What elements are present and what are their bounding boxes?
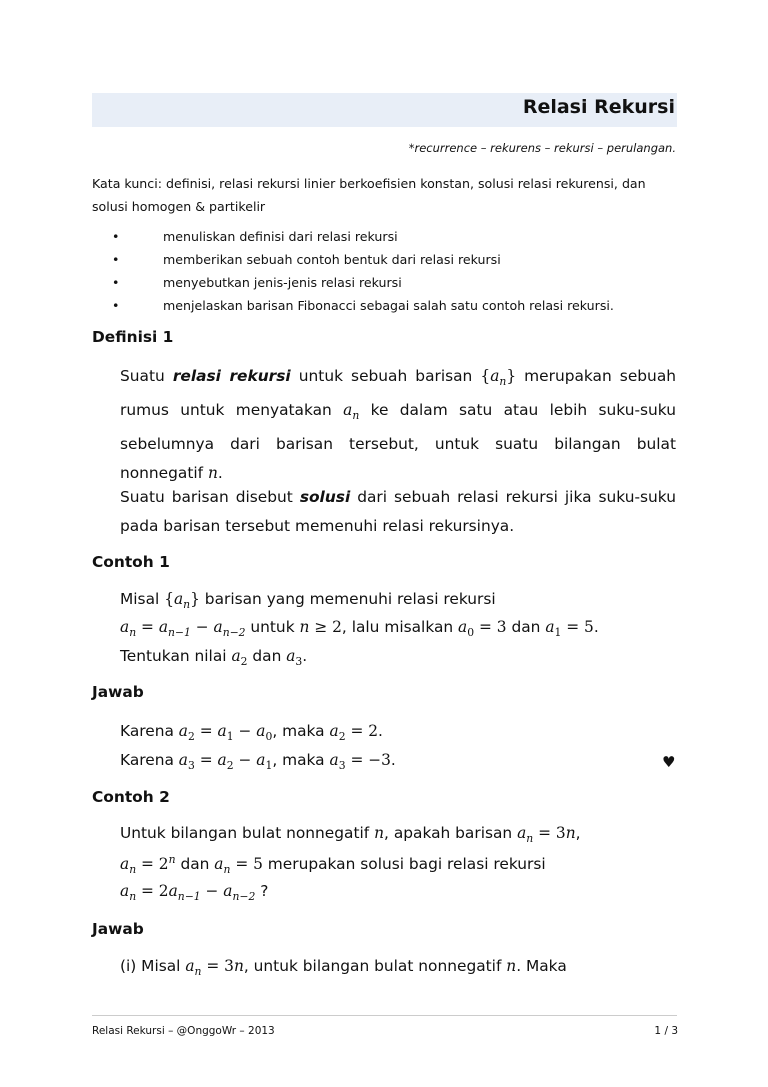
example-2-line-1: Untuk bilangan bulat nonnegatif n, apakah barisan $a_n = 3n$,	[120, 824, 581, 846]
definition-paragraph-2: Suatu barisan disebut solusi dari sebuah relasi rekursi jika suku-suku pada barisan tersebut memenuhi relasi rekursinya.	[120, 488, 676, 535]
bullet-icon: •	[112, 229, 120, 244]
answer-1-line-2: Karena $a_3 = a_2 - a_1$, maka $a_3 = -3$.	[120, 751, 396, 773]
answer-1-line-1: Karena $a_2 = a_1 - a_0$, maka $a_2 = 2$.	[120, 722, 383, 744]
answer-2-line-1: (i) Misal $a_n = 3n$, untuk bilangan bulat nonnegatif n. Maka	[120, 957, 567, 979]
term-solusi: solusi	[299, 488, 351, 506]
example-1-line-2: $a_n = a_{n-1} - a_{n-2}$ untuk n ≥ 2, lalu misalkan $a_0 = 3$ dan $a_1 = 5$.	[120, 618, 599, 640]
list-item: • menuliskan definisi dari relasi rekursi	[112, 229, 398, 244]
example-2-line-3: $a_n = 2a_{n-1} - a_{n-2}$ ?	[120, 882, 269, 904]
example-1-heading: Contoh 1	[92, 553, 170, 571]
bullet-icon: •	[112, 298, 120, 313]
heart-icon: ♥	[662, 753, 676, 771]
objectives-list	[92, 227, 692, 319]
page-number: 1 / 3	[654, 1025, 678, 1037]
definition-heading: Definisi 1	[92, 328, 174, 346]
answer-2-heading: Jawab	[92, 920, 144, 938]
example-2-heading: Contoh 2	[92, 788, 170, 806]
page-title: Relasi Rekursi	[522, 96, 675, 118]
example-1-line-1: Misal $\{a_n\}$ barisan yang memenuhi relasi rekursi	[120, 590, 496, 612]
page-subtitle: *recurrence – rekurens – rekursi – perulangan.	[408, 141, 676, 155]
example-2-line-2: $a_n = 2^n$ dan $a_n = 5$ merupakan solusi bagi relasi rekursi	[120, 853, 546, 877]
bullet-icon: •	[112, 275, 120, 290]
list-item: • menyebutkan jenis-jenis relasi rekursi	[112, 275, 402, 290]
example-1-line-3: Tentukan nilai $a_2$ dan $a_3$.	[120, 647, 308, 669]
list-item: • memberikan sebuah contoh bentuk dari relasi rekursi	[112, 252, 501, 267]
keywords: Kata kunci: definisi, relasi rekursi linier berkoefisien konstan, solusi relasi rekurensi, dan solusi homogen & partikelir	[92, 176, 646, 214]
bullet-icon: •	[112, 252, 120, 267]
footer-rule	[92, 1015, 677, 1016]
list-item: • menjelaskan barisan Fibonacci sebagai salah satu contoh relasi rekursi.	[112, 298, 614, 313]
definition-paragraph-1: Suatu relasi rekursi untuk sebuah barisan $\{a_n\}$ merupakan sebuah rumus untuk menyatakan $a_n$ ke dalam satu atau lebih suku-suku sebelumnya dari barisan tersebut, untuk suatu bilangan bulat nonnegatif n.	[120, 367, 676, 483]
answer-1-heading: Jawab	[92, 683, 144, 701]
term-relasi-rekursi: relasi rekursi	[172, 367, 291, 385]
footer-text: Relasi Rekursi – @OnggoWr – 2013	[92, 1025, 275, 1037]
